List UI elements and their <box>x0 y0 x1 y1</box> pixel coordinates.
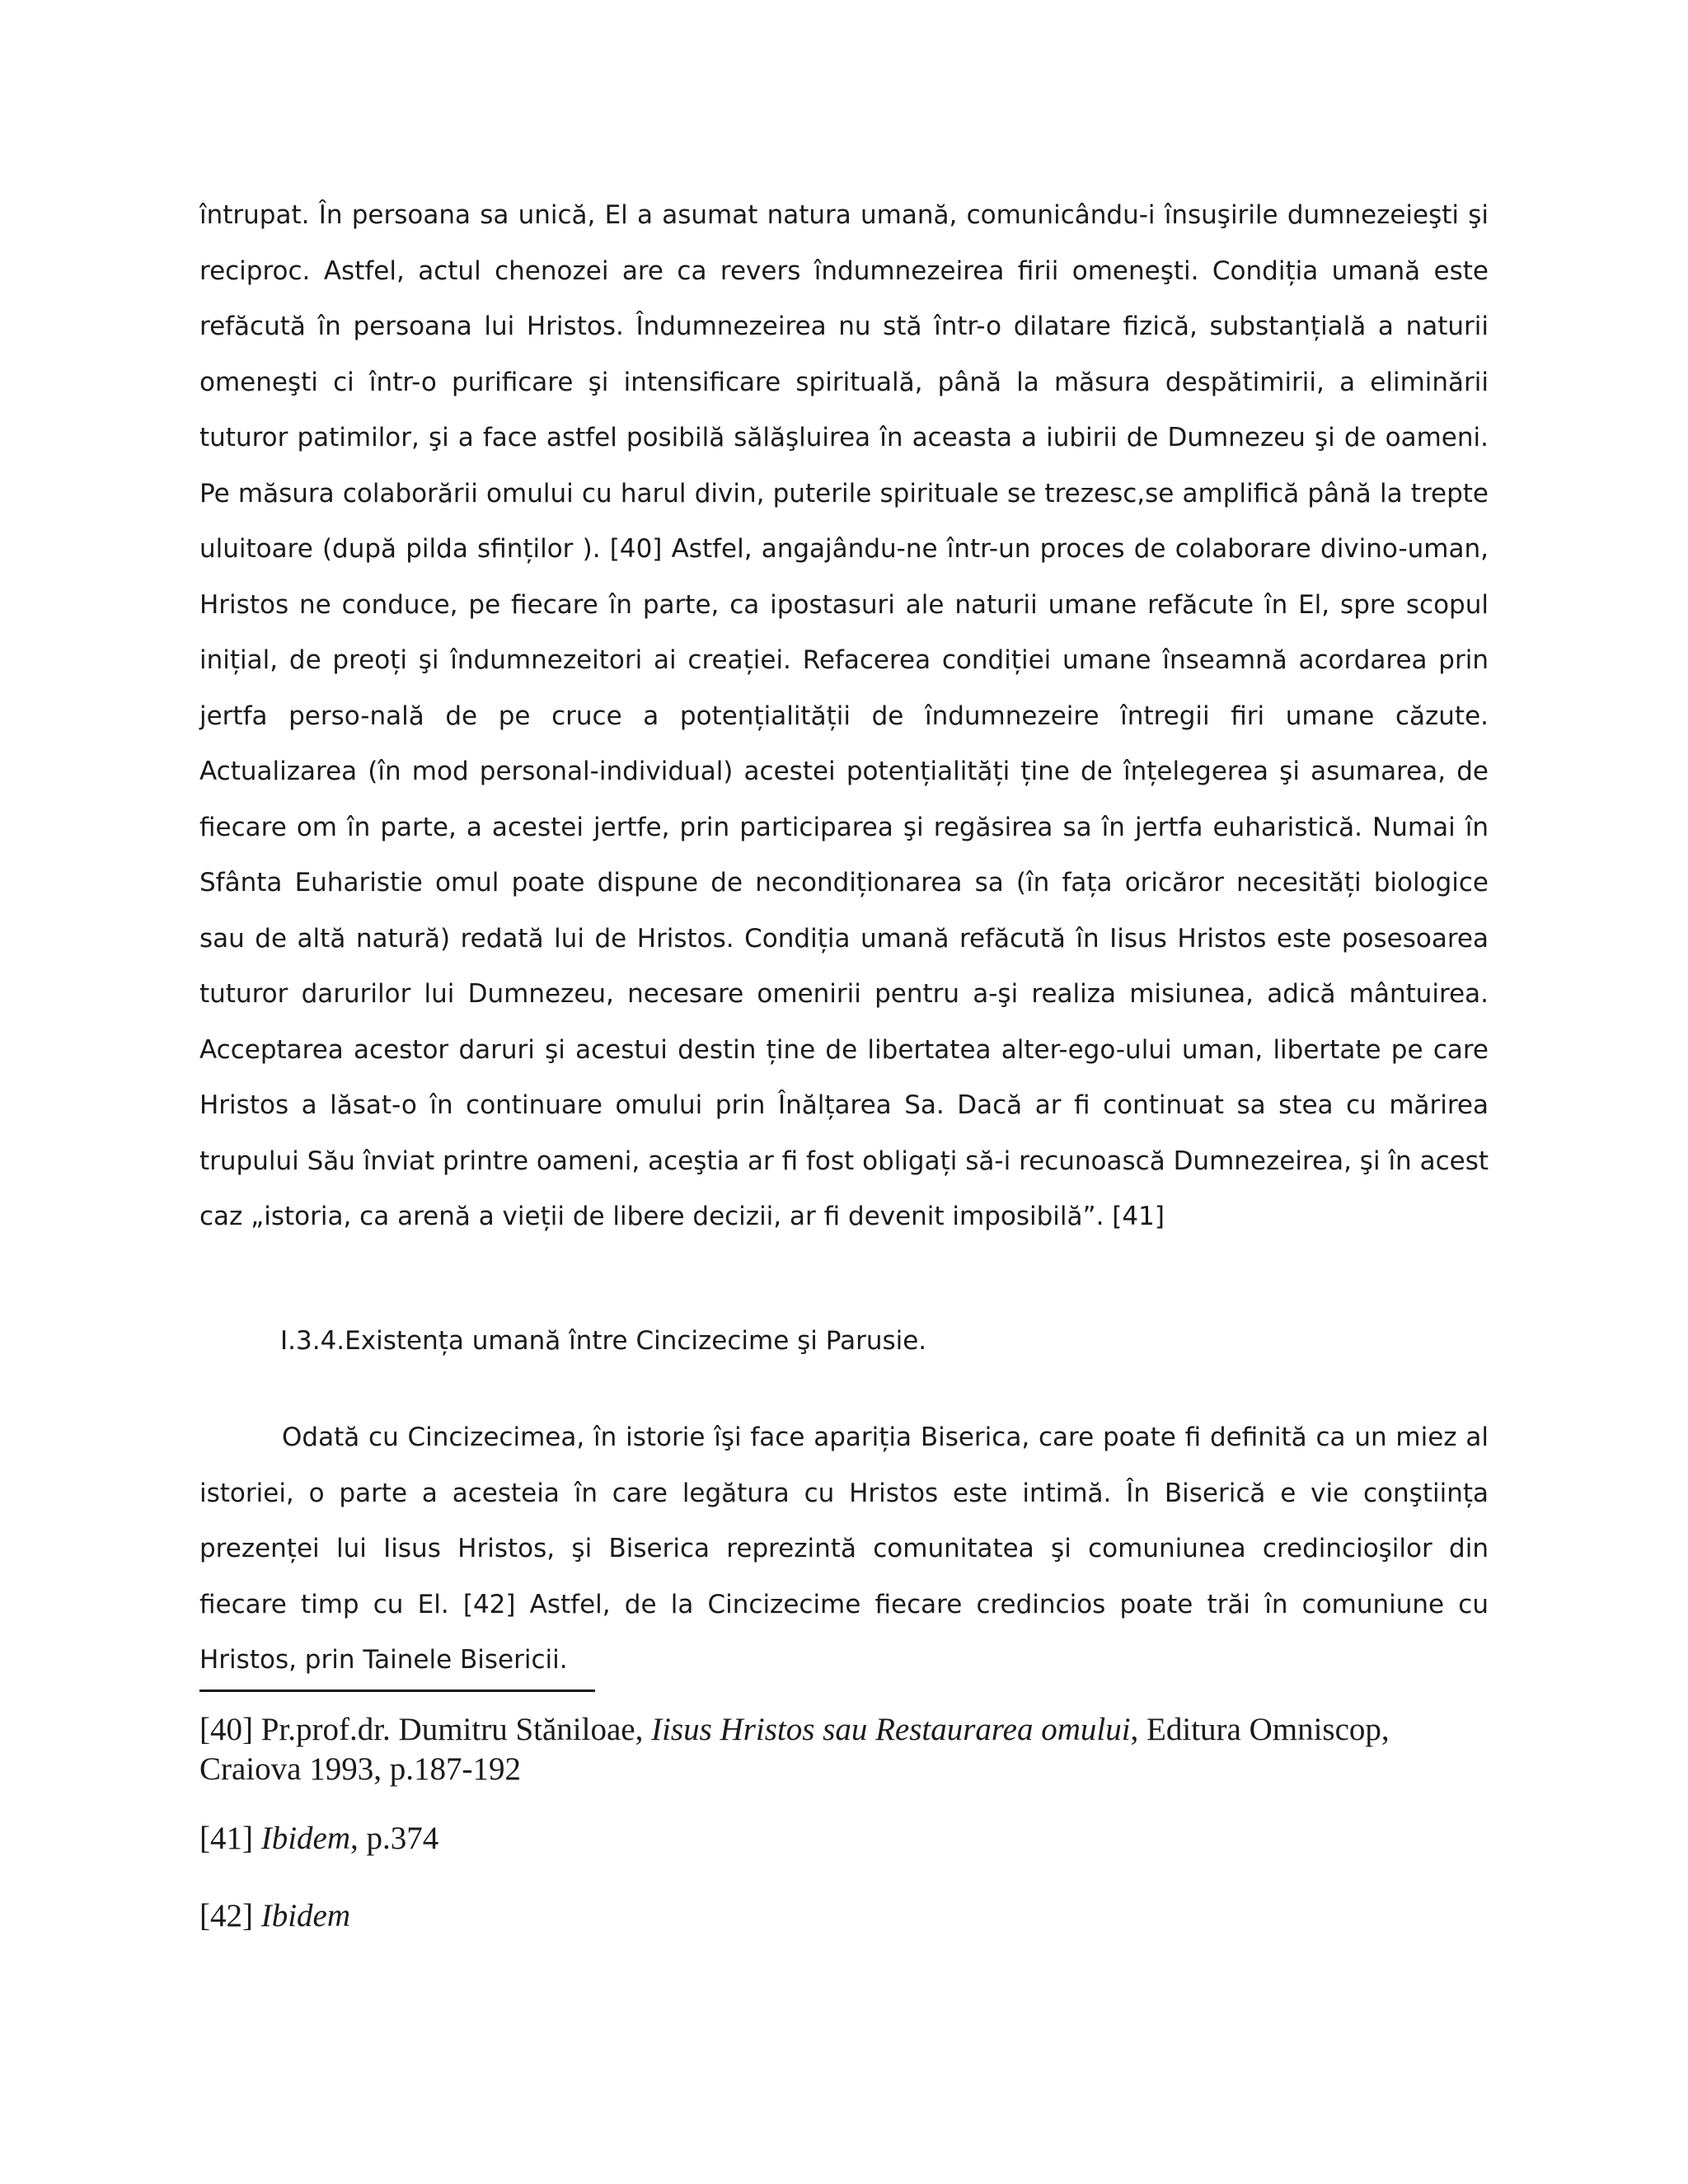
footnote-41-suffix: , p.374 <box>350 1821 439 1856</box>
footnote-42-title: Ibidem <box>260 1898 351 1933</box>
body-paragraph-2: Odată cu Cincizecimea, în istorie îşi face apariția Biserica, care poate fi definită ca un miez al istoriei, o parte a acesteia în care legătura cu Hristos este intimă. În Biserică e vie conştiința prezenței lui Iisus Hristos, şi Biserica reprezintă comunitatea şi comuniunea credincioşilor din fiecare timp cu El. [42] Astfel, de la Cincizecime fiecare credincios poate trăi în comuniune cu Hristos, prin Tainele Bisericii. <box>199 1422 1489 1675</box>
footnote-41 <box>199 1819 1485 1858</box>
section-heading: I.3.4.Existența umană între Cincizecime şi Parusie. <box>280 1326 927 1356</box>
footnote-42-prefix: [42] <box>199 1898 261 1933</box>
body-paragraph-1: întrupat. În persoana sa unică, El a asumat natura umană, comunicându-i însuşirile dumnezeieşti şi reciproc. Astfel, actul chenozei are ca revers îndumnezeirea firii omeneşti. Condiția umană este refăcută în persoana lui Hristos. Îndumnezeirea nu stă într-o dilatare fizică, substanțială a naturii omeneşti ci într-o purificare şi intensificare spirituală, până la măsura despătimirii, a eliminării tuturor patimilor, şi a face astfel posibilă sălăşluirea în aceasta a iubirii de Dumnezeu şi de oameni. Pe măsura colaborării omului cu harul divin, puterile spirituale se trezesc,se amplifică până la trepte uluitoare (după pilda sfinților ). [40] Astfel, angajându-ne într-un proces de colaborare divino-uman, Hristos ne conduce, pe fiecare în parte, ca ipostasuri ale naturii umane refăcute în El, spre scopul inițial, de preoți şi îndumnezeitori ai creației. Refacerea condiției umane înseamnă acordarea prin jertfa perso-nală de pe cruce a potențialității de îndumnezeire întregii firi umane căzute. Actualizarea (în mod personal-individual) acestei potențialități ține de înțelegerea şi asumarea, de fiecare om în parte, a acestei jertfe, prin participarea şi regăsirea sa în jertfa euharistică. Numai în Sfânta Euharistie omul poate dispune de necondiționarea sa (în fața oricăror necesități biologice sau de altă natură) redată lui de Hristos. Condiția umană refăcută în Iisus Hristos este posesoarea tuturor darurilor lui Dumnezeu, necesare omenirii pentru a-şi realiza misiunea, adică mântuirea. Acceptarea acestor daruri şi acestui destin ține de libertatea alter-ego-ului uman, libertate pe care Hristos a lăsat-o în continuare omului prin Înălțarea Sa. Dacă ar fi continuat sa stea cu mărirea trupului Său înviat printre oameni, aceştia ar fi fost obligați să-i recunoască Dumnezeirea, şi în acest caz „istoria, ca arenă a vieții de libere decizii, ar fi devenit imposibilă”. [41] <box>199 200 1489 1231</box>
footnote-41-prefix: [41] <box>199 1821 261 1856</box>
footnote-40-title: Iisus Hristos sau Restaurarea omului <box>651 1712 1131 1747</box>
footnote-40 <box>199 1710 1485 1789</box>
footnote-41-title: Ibidem <box>260 1821 351 1856</box>
footnote-42 <box>199 1896 1485 1936</box>
footnote-40-suffix: , Editura Omniscop, Craiova 1993, p.187-192 <box>199 1712 1390 1787</box>
footnote-40-prefix: [40] Pr.prof.dr. Dumitru Stăniloae, <box>199 1712 652 1747</box>
footnote-separator <box>199 1690 595 1692</box>
